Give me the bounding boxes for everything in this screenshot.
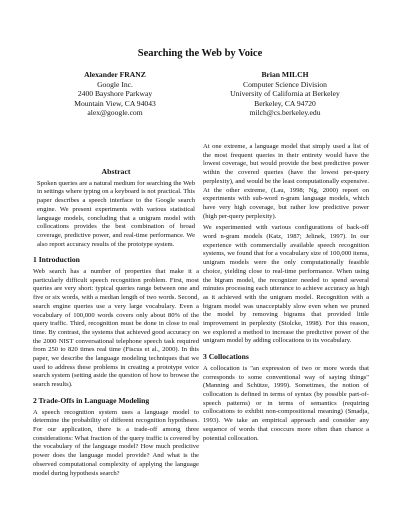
right-column [203, 143, 369, 446]
author-block-franz [35, 70, 195, 118]
author-address-street: 2400 Bayshore Parkway [77, 89, 153, 99]
author-institution: University of California at Berkeley [230, 89, 340, 99]
author-name: Alexander FRANZ [84, 70, 146, 79]
section-heading-trade-offs: 2 Trade-Offs in Language Modeling [33, 395, 150, 405]
author-block-milch [205, 70, 365, 118]
author-affiliation: Computer Science Division [243, 79, 327, 89]
abstract-heading: Abstract [101, 167, 131, 176]
section-heading-introduction: 1 Introduction [33, 255, 80, 265]
left-column [33, 168, 199, 481]
section-heading-collocations: 3 Collocations [203, 352, 249, 362]
abstract-text: Spoken queries are a natural medium for searching the Web in settings where typing on a keyboard is not practical. This paper describes a speech interface to the Google search engine. We present experiments with various statistical language models, concluding that a unigram model with collocations provides the best combination of broad coverage, predictive power, and real-time performance. We also report accuracy results of the prototype system. [37, 179, 195, 248]
body-paragraph: A speech recognition system uses a language model to determine the probability of different recognition hypotheses. For our application, there is a trade-off among three considerations: What fraction of the query traffic is covered by the vocabulary of the language model? How much predictive power does the language model provide? And what is the observed computational complexity of applying the language model during hypothesis search? [33, 408, 199, 477]
body-paragraph: A collocation is "an expression of two or more words that corresponds to some conventional way of saying things" (Manning and Schütze, 1999). Sometimes, the notion of collocation is defined in terms of syntax (by possible part-of-speech patterns) or in terms of semantics (requiring collocations to exhibit non-compositional meaning) (Smadja, 1993). We take an empirical approach and consider any sequence of words that cooccurs more often than chance a potential collocation. [203, 364, 369, 442]
body-paragraph: Web search has a number of properties that make it a particularly difficult speech recognition problem. First, most queries are very short: typical queries range between one and five or six words, with a median length of two words. Second, search engine queries use a very large vocabulary. Even a vocabulary of 100,000 words covers only about 80% of the query traffic. Third, recognition must be done in close to real time. By contrast, the systems that achieved good accuracy on the 2000 NIST conversational telephone speech task required from 250 to 820 times real time (Fiscus et al., 2000). In this paper, we describe the language modeling techniques that we used to address these problems in creating a prototype voice search system (setting aside the question of how to browse the search results). [33, 268, 199, 389]
author-name: Brian MILCH [261, 70, 309, 79]
abstract-section [33, 168, 199, 249]
author-affiliation: Google Inc. [97, 79, 133, 89]
author-address-city: Berkeley, CA 94720 [254, 98, 316, 108]
author-address-city: Mountain View, CA 94043 [74, 98, 156, 108]
author-email: milch@cs.berkeley.edu [249, 108, 321, 118]
author-email: alex@google.com [87, 108, 143, 118]
paper-title: Searching the Web by Voice [137, 48, 263, 59]
body-paragraph: At one extreme, a language model that simply used a list of the most frequent queries in their entirety would have the lowest coverage, but would provide the best predictive power within the covered queries (have the lowest per-query perplexity), and would be the least computationally expensive. At the other extreme, (Lau, 1998; Ng, 2000) report on experiments with sub-word n-gram language models, which have very high coverage, but rather low predictive power (high per-query perplexity). [203, 143, 369, 220]
body-paragraph: We experimented with various configurations of back-off word n-gram models (Katz, 1987; Jelinek, 1997). In our experience with commercially available speech recognition systems, we found that for a vocabulary size of 100,000 items, unigram models were the only computationally feasible choice, yielding close to real-time performance. When using the bigram model, the recognizer needed to spend several minutes processing each utterance to achieve accuracy as high as it achieved with the unigram model. Recognition with a bigram model was unacceptably slow even when we pruned the model by removing bigrams that provided little improvement in perplexity (Stolcke, 1998). For this reason, we explored a method to increase the predictive power of the unigram model by adding collocations to its vocabulary. [203, 224, 369, 345]
